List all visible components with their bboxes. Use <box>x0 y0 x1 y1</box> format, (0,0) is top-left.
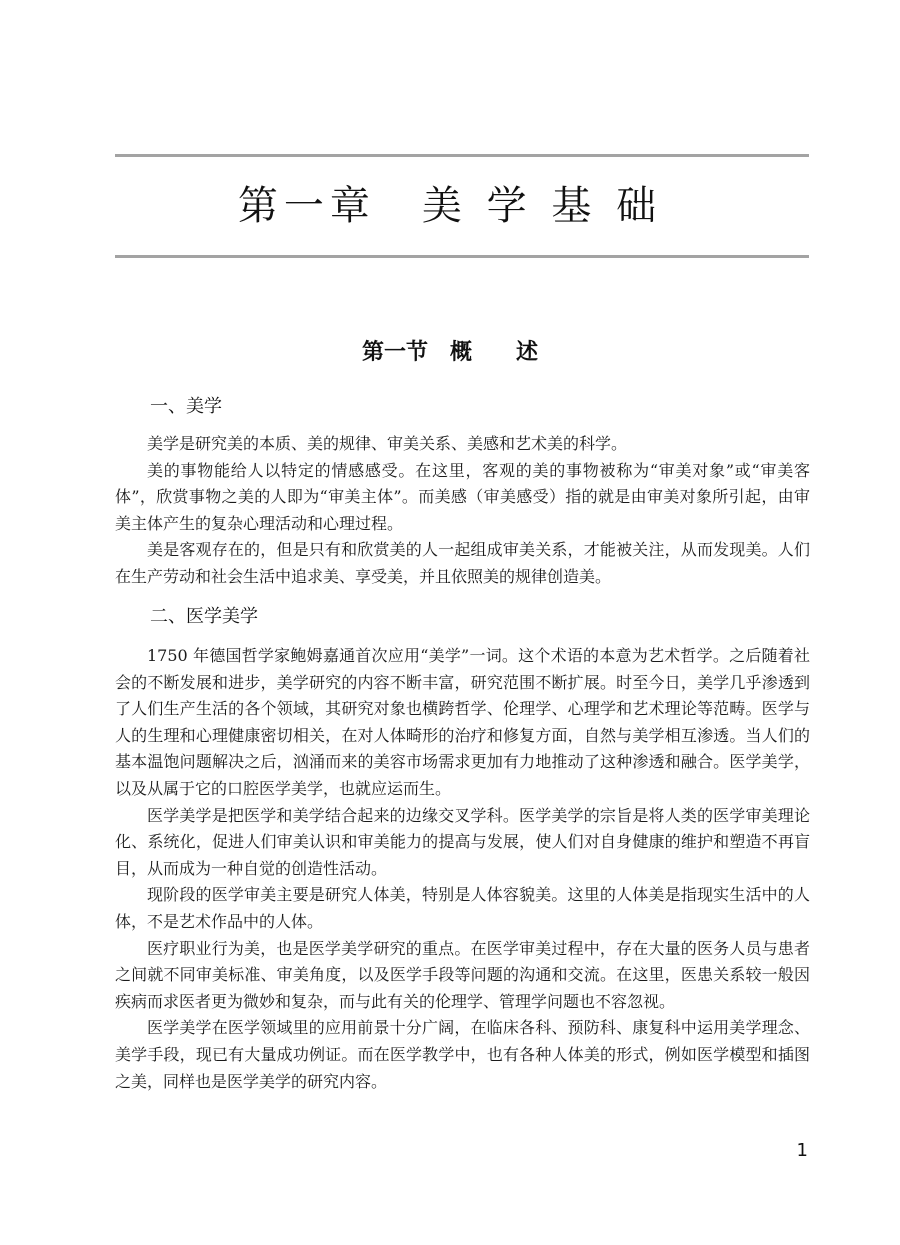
paragraph: 美学是研究美的本质、美的规律、审美关系、美感和艺术美的科学。 <box>147 434 628 453</box>
medical-aesthetics-body <box>115 643 810 1095</box>
paragraph: 美的事物能给人以特定的情感感受。在这里，客观的美的事物被称为“审美对象”或“审美客体”，欣赏事物之美的人即为“审美主体”。而美感（审美感受）指的就是由审美对象所引起，由审美主体产生的复杂心理活动和心理过程。 <box>115 460 810 533</box>
subsection-heading-medical-aesthetics: 二、医学美学 <box>150 606 258 627</box>
chapter-title: 第一章 美 学 基 础 <box>237 183 663 229</box>
page-number: 1 <box>796 1140 808 1161</box>
paragraph: 现阶段的医学审美主要是研究人体美，特别是人体容貌美。这里的人体美是指现实生活中的人体，不是艺术作品中的人体。 <box>115 885 810 931</box>
subsection-heading-aesthetics: 一、美学 <box>150 396 222 417</box>
paragraph: 医学美学是把医学和美学结合起来的边缘交叉学科。医学美学的宗旨是将人类的医学审美理论化、系统化，促进人们审美认识和审美能力的提高与发展，使人们对自身健康的维护和塑造不再盲目，从而成为一种自觉的创造性活动。 <box>115 805 810 878</box>
chapter-bottom-rule <box>115 255 809 258</box>
chapter-top-rule <box>115 154 809 157</box>
paragraph: 1750 年德国哲学家鲍姆嘉通首次应用“美学”一词。这个术语的本意为艺术哲学。之后随着社会的不断发展和进步，美学研究的内容不断丰富，研究范围不断扩展。时至今日，美学几乎渗透到了人们生产生活的各个领域，其研究对象也横跨哲学、伦理学、心理学和艺术理论等范畴。医学与人的生理和心理健康密切相关，在对人体畸形的治疗和修复方面，自然与美学相互渗透。当人们的基本温饱问题解决之后，汹涌而来的美容市场需求更加有力地推动了这种渗透和融合。医学美学，以及从属于它的口腔医学美学，也就应运而生。 <box>115 646 810 798</box>
section-title: 第一节 概 述 <box>361 339 538 365</box>
paragraph: 医学美学在医学领域里的应用前景十分广阔，在临床各科、预防科、康复科中运用美学理念、美学手段，现已有大量成功例证。而在医学教学中，也有各种人体美的形式，例如医学模型和插图之美，同样也是医学美学的研究内容。 <box>115 1018 810 1091</box>
aesthetics-body <box>115 431 810 591</box>
paragraph: 医疗职业行为美，也是医学美学研究的重点。在医学审美过程中，存在大量的医务人员与患者之间就不同审美标准、审美角度，以及医学手段等问题的沟通和交流。在这里，医患关系较一般因疾病而求医者更为微妙和复杂，而与此有关的伦理学、管理学问题也不容忽视。 <box>115 938 810 1011</box>
paragraph: 美是客观存在的，但是只有和欣赏美的人一起组成审美关系，才能被关注，从而发现美。人们在生产劳动和社会生活中追求美、享受美，并且依照美的规律创造美。 <box>115 540 810 586</box>
